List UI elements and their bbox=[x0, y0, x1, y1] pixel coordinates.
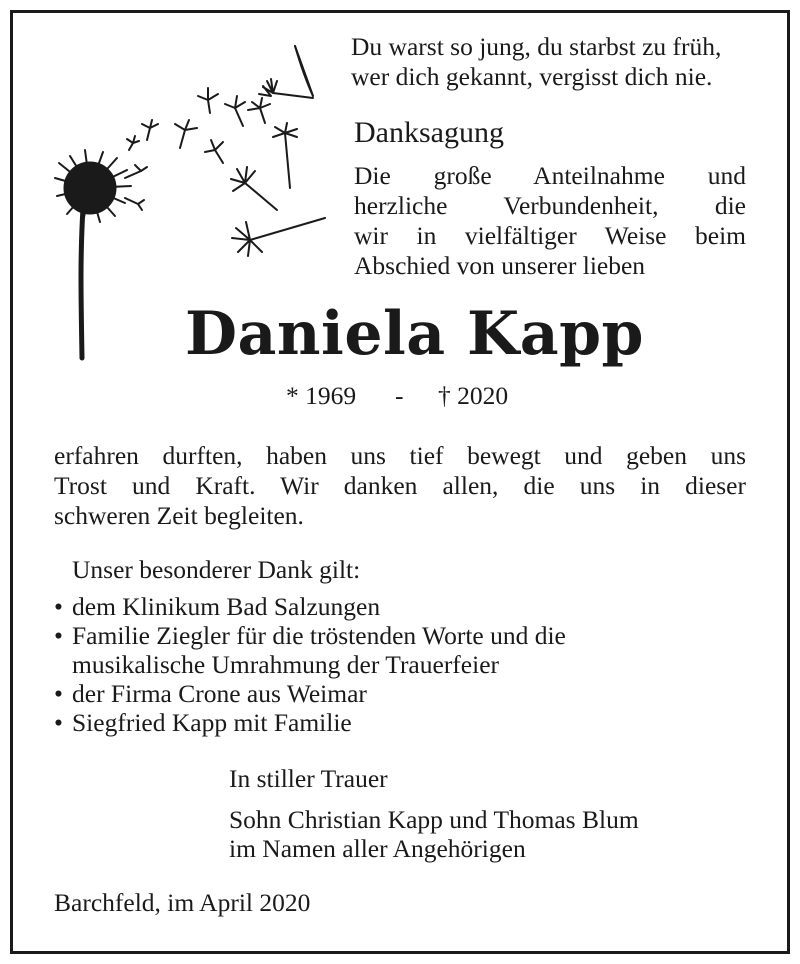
bullet-icon: • bbox=[54, 679, 63, 708]
thanks-title: Unser besonderer Dank gilt: bbox=[72, 555, 361, 584]
mourners-line-1: Sohn Christian Kapp und Thomas Blum bbox=[229, 805, 639, 834]
intro-line: herzliche Verbundenheit, die bbox=[354, 191, 746, 220]
bullet-icon: • bbox=[54, 621, 63, 650]
list-item bbox=[54, 708, 352, 738]
list-item bbox=[54, 679, 367, 709]
intro-line: Abschied von unserer lieben bbox=[354, 251, 646, 280]
mourners-intro: In stiller Trauer bbox=[229, 764, 388, 793]
body-line: erfahren durften, haben uns tief bewegt und geben uns bbox=[54, 441, 746, 470]
motto-line-2: wer dich gekannt, vergisst dich nie. bbox=[351, 62, 713, 91]
death-year: † 2020 bbox=[438, 381, 509, 410]
deceased-name: Daniela Kapp bbox=[185, 299, 644, 369]
list-item-text: dem Klinikum Bad Salzungen bbox=[72, 592, 381, 621]
bullet-icon: • bbox=[54, 592, 63, 621]
list-item-text: Siegfried Kapp mit Familie bbox=[72, 708, 352, 737]
body-line: schweren Zeit begleiten. bbox=[54, 501, 304, 530]
list-item bbox=[54, 592, 380, 622]
list-item-text: Familie Ziegler für die tröstenden Worte und die bbox=[72, 621, 566, 650]
body-line: Trost und Kraft. Wir danken allen, die uns in dieser bbox=[54, 471, 746, 500]
place-date: Barchfeld, im April 2020 bbox=[54, 888, 311, 917]
birth-year: * 1969 bbox=[286, 381, 357, 410]
heading-danksagung: Danksagung bbox=[354, 116, 504, 149]
intro-line: Die große Anteilnahme und bbox=[354, 161, 746, 190]
list-item bbox=[54, 621, 566, 651]
intro-line: wir in vielfältiger Weise beim bbox=[354, 221, 746, 250]
list-item-continuation: musikalische Umrahmung der Trauerfeier bbox=[72, 650, 500, 679]
list-item-text: der Firma Crone aus Weimar bbox=[72, 679, 367, 708]
bullet-icon: • bbox=[54, 708, 63, 737]
date-separator: - bbox=[395, 381, 404, 410]
motto-line-1: Du warst so jung, du starbst zu früh, bbox=[351, 32, 722, 61]
mourners-line-2: im Namen aller Angehörigen bbox=[229, 834, 526, 863]
